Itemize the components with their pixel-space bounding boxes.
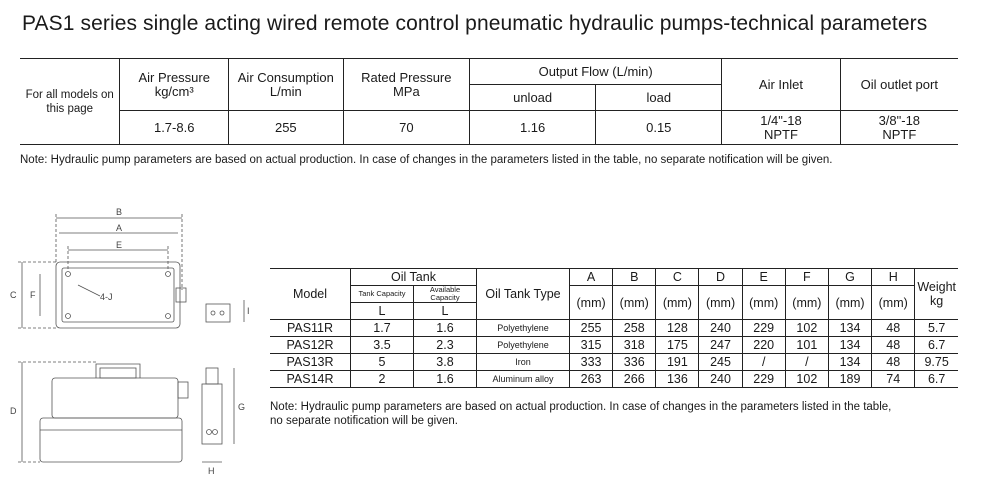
type-cell: Iron	[477, 354, 570, 371]
table-row	[270, 320, 958, 337]
e-cell: 229	[742, 320, 785, 337]
f-cell: 102	[785, 320, 828, 337]
model-note	[270, 400, 960, 428]
h-cell: 48	[872, 337, 915, 354]
air-consumption-unit: L/min	[269, 83, 302, 99]
col-g-header: G	[828, 269, 871, 286]
rated-pressure-unit: MPa	[392, 83, 420, 99]
air-inlet-value	[722, 111, 840, 145]
air-pressure-label: Air Pressure	[138, 69, 210, 85]
weight-cell: 6.7	[915, 371, 958, 388]
col-c-unit: (mm)	[656, 286, 699, 320]
model-cell: PAS14R	[270, 371, 351, 388]
top-view-port	[176, 288, 186, 302]
spec-note: Note: Hydraulic pump parameters are based on actual production. In case of changes in the parameters listed in the table, no separate notification will be given.	[20, 154, 833, 166]
air-pressure-value: 1.7-8.6	[120, 111, 229, 145]
label-e: E	[116, 240, 123, 250]
air-inlet-type: NPTF	[763, 126, 798, 142]
available-capacity-header: Available Capacity	[414, 286, 477, 303]
oil-outlet-thread: 3/8"-18	[878, 112, 921, 128]
col-a-unit: (mm)	[570, 286, 613, 320]
h-cell: 48	[872, 354, 915, 371]
col-d-header: D	[699, 269, 742, 286]
side-port-hole-2	[220, 311, 224, 315]
model-cell: PAS13R	[270, 354, 351, 371]
weight-unit: kg	[930, 294, 944, 308]
col-b-header: B	[613, 269, 656, 286]
model-cell: PAS11R	[270, 320, 351, 337]
mount-hole-3	[66, 314, 71, 319]
air-consumption-label: Air Consumption	[237, 69, 334, 85]
avail-cell: 1.6	[414, 371, 477, 388]
c-cell: 175	[656, 337, 699, 354]
a-cell: 255	[570, 320, 613, 337]
label-c: C	[10, 290, 17, 300]
side-port-view	[206, 304, 230, 322]
col-f-unit: (mm)	[785, 286, 828, 320]
mount-hole-1	[66, 272, 71, 277]
oil-outlet-type: NPTF	[882, 126, 917, 142]
label-h: H	[208, 466, 215, 476]
e-cell: /	[742, 354, 785, 371]
weight-cell: 6.7	[915, 337, 958, 354]
model-cell: PAS12R	[270, 337, 351, 354]
f-cell: 101	[785, 337, 828, 354]
label-i: I	[247, 306, 250, 316]
tank-capacity-unit: L	[351, 303, 414, 320]
label-a: A	[116, 223, 123, 233]
model-header: Model	[270, 269, 351, 320]
mount-hole-2	[166, 272, 171, 277]
side-view-hole-1	[207, 430, 212, 435]
label-j: 4-J	[100, 292, 113, 302]
a-cell: 315	[570, 337, 613, 354]
g-cell: 134	[828, 337, 871, 354]
air-pressure-unit: kg/cm³	[154, 83, 194, 99]
c-cell: 191	[656, 354, 699, 371]
a-cell: 263	[570, 371, 613, 388]
g-cell: 189	[828, 371, 871, 388]
spec-table	[20, 58, 958, 145]
weight-cell: 9.75	[915, 354, 958, 371]
label-g: G	[238, 402, 246, 412]
weight-label: Weight	[917, 280, 956, 294]
j-leader	[78, 285, 100, 296]
c-cell: 128	[656, 320, 699, 337]
front-view-motor	[52, 378, 178, 418]
oil-tank-type-header: Oil Tank Type	[477, 269, 570, 320]
unload-value: 1.16	[470, 111, 596, 145]
type-cell: Polyethylene	[477, 320, 570, 337]
h-cell: 48	[872, 320, 915, 337]
air-inlet-thread: 1/4"-18	[760, 112, 802, 128]
available-capacity-unit: L	[414, 303, 477, 320]
rated-pressure-label: Rated Pressure	[361, 69, 452, 85]
avail-cell: 3.8	[414, 354, 477, 371]
spec-row-label: For all models on this page	[20, 59, 120, 145]
avail-cell: 2.3	[414, 337, 477, 354]
col-h-header: H	[872, 269, 915, 286]
mount-hole-4	[166, 314, 171, 319]
g-cell: 134	[828, 320, 871, 337]
model-note-line-2: no separate notification will be given.	[270, 415, 458, 427]
air-consumption-header	[228, 59, 343, 111]
e-cell: 229	[742, 371, 785, 388]
b-cell: 266	[613, 371, 656, 388]
c-cell: 136	[656, 371, 699, 388]
load-header: load	[596, 85, 722, 111]
model-note-line-1: Note: Hydraulic pump parameters are based on actual production. In case of changes in the parameters listed in the table,	[270, 401, 892, 413]
col-b-unit: (mm)	[613, 286, 656, 320]
weight-header	[915, 269, 958, 320]
oil-tank-header: Oil Tank	[351, 269, 477, 286]
load-value: 0.15	[596, 111, 722, 145]
page-title: PAS1 series single acting wired remote control pneumatic hydraulic pumps-technical parameters	[22, 12, 928, 35]
model-table	[270, 268, 958, 388]
rated-pressure-header	[343, 59, 469, 111]
col-a-header: A	[570, 269, 613, 286]
table-row	[270, 371, 958, 388]
table-row	[270, 354, 958, 371]
air-inlet-header: Air Inlet	[722, 59, 840, 111]
air-pressure-header	[120, 59, 229, 111]
e-cell: 220	[742, 337, 785, 354]
d-cell: 240	[699, 320, 742, 337]
d-cell: 245	[699, 354, 742, 371]
label-b: B	[116, 207, 123, 217]
col-e-header: E	[742, 269, 785, 286]
front-view-port	[178, 382, 188, 398]
col-g-unit: (mm)	[828, 286, 871, 320]
rated-pressure-value: 70	[343, 111, 469, 145]
d-cell: 240	[699, 371, 742, 388]
front-view-tank	[40, 418, 182, 462]
tank-capacity-header: Tank Capacity	[351, 286, 414, 303]
f-cell: /	[785, 354, 828, 371]
label-f: F	[30, 290, 36, 300]
tank-cell: 5	[351, 354, 414, 371]
front-view-handle-inner	[100, 368, 136, 378]
front-view-handle	[96, 364, 140, 378]
b-cell: 258	[613, 320, 656, 337]
oil-outlet-header: Oil outlet port	[840, 59, 958, 111]
g-cell: 134	[828, 354, 871, 371]
col-e-unit: (mm)	[742, 286, 785, 320]
avail-cell: 1.6	[414, 320, 477, 337]
air-consumption-value: 255	[228, 111, 343, 145]
a-cell: 333	[570, 354, 613, 371]
oil-outlet-value	[840, 111, 958, 145]
table-row	[270, 337, 958, 354]
tank-cell: 1.7	[351, 320, 414, 337]
type-cell: Polyethylene	[477, 337, 570, 354]
tank-cell: 3.5	[351, 337, 414, 354]
side-view-top	[206, 368, 218, 384]
type-cell: Aluminum alloy	[477, 371, 570, 388]
output-flow-header: Output Flow (L/min)	[470, 59, 722, 85]
side-view-hole-2	[213, 430, 218, 435]
tank-cell: 2	[351, 371, 414, 388]
label-d: D	[10, 406, 17, 416]
side-port-hole-1	[211, 311, 215, 315]
col-c-header: C	[656, 269, 699, 286]
h-cell: 74	[872, 371, 915, 388]
pump-dimension-drawing	[0, 195, 265, 497]
b-cell: 318	[613, 337, 656, 354]
top-view-inner	[62, 268, 174, 322]
top-view-body	[56, 262, 180, 328]
b-cell: 336	[613, 354, 656, 371]
unload-header: unload	[470, 85, 596, 111]
col-h-unit: (mm)	[872, 286, 915, 320]
f-cell: 102	[785, 371, 828, 388]
col-f-header: F	[785, 269, 828, 286]
col-d-unit: (mm)	[699, 286, 742, 320]
weight-cell: 5.7	[915, 320, 958, 337]
d-cell: 247	[699, 337, 742, 354]
side-view-body	[202, 384, 222, 444]
